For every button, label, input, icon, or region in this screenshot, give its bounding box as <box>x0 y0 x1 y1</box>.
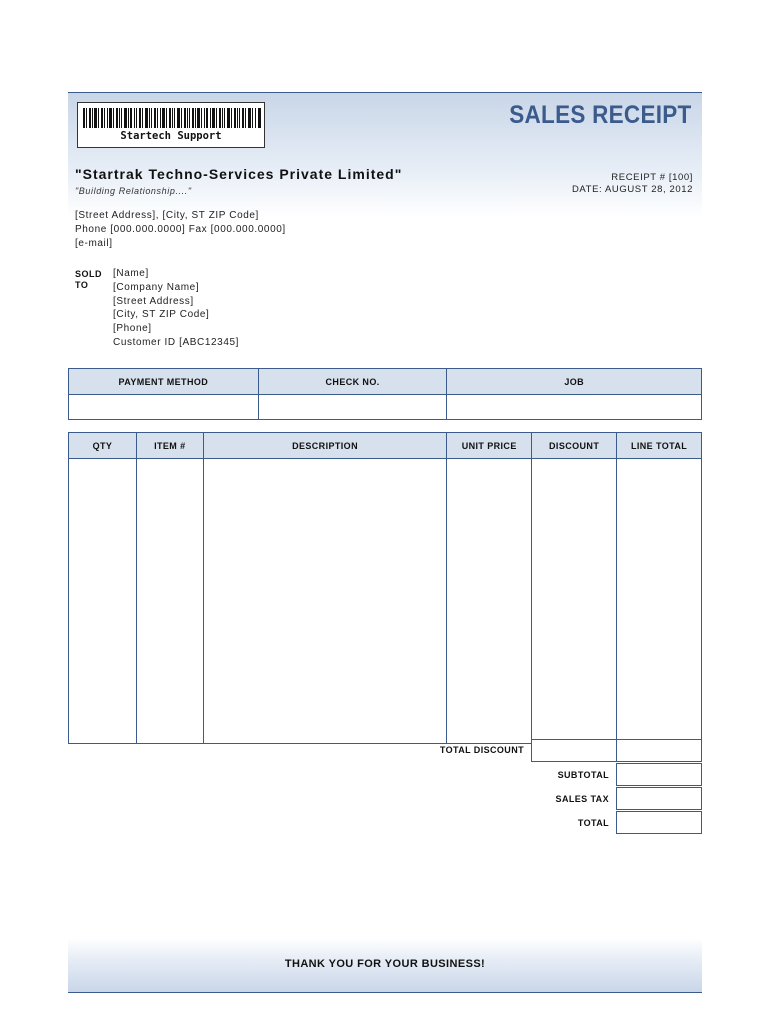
total-discount-row <box>68 739 702 763</box>
table-row <box>69 395 702 420</box>
to-label-line: TO <box>75 280 89 290</box>
sold-label-line: SOLD <box>75 269 103 279</box>
address-line: [Street Address], [City, ST ZIP Code] <box>75 210 259 221</box>
footer-band <box>68 938 702 993</box>
customer-id: Customer ID [ABC12345] <box>113 336 240 348</box>
customer-city: [City, ST ZIP Code] <box>113 309 210 321</box>
header-description: DESCRIPTION <box>203 433 447 459</box>
check-no-cell[interactable] <box>258 395 447 420</box>
receipt-page <box>68 92 702 992</box>
unit-price-column[interactable] <box>447 459 532 744</box>
items-table <box>68 432 702 744</box>
header-check-no: CHECK NO. <box>258 369 447 395</box>
total-discount-line-box[interactable] <box>616 739 702 762</box>
total-box[interactable] <box>616 811 702 834</box>
subtotal-box[interactable] <box>616 763 702 786</box>
header-discount: DISCOUNT <box>532 433 617 459</box>
line-total-column[interactable] <box>617 459 702 744</box>
phone-fax-line: Phone [000.000.0000] Fax [000.000.0000] <box>75 224 286 235</box>
company-address <box>75 209 286 251</box>
subtotal-row <box>68 763 702 787</box>
thank-you-message: THANK YOU FOR YOUR BUSINESS! <box>284 958 486 970</box>
company-logo <box>77 102 265 148</box>
customer-phone: [Phone] <box>113 323 152 335</box>
barcode-icon <box>83 108 261 128</box>
email-line: [e-mail] <box>75 238 113 249</box>
company-name: "Startrak Techno-Services Private Limited" <box>75 166 403 182</box>
receipt-info <box>572 172 693 196</box>
qty-column[interactable] <box>69 459 137 744</box>
header-payment-method: PAYMENT METHOD <box>69 369 259 395</box>
total-row <box>68 811 702 835</box>
customer-street: [Street Address] <box>113 295 194 307</box>
sales-tax-row <box>68 787 702 811</box>
total-discount-label: TOTAL DISCOUNT <box>439 745 524 755</box>
company-tagline: "Building Relationship...." <box>75 186 192 196</box>
header-qty: QTY <box>69 433 137 459</box>
customer-name: [Name] <box>113 268 149 279</box>
header-line-total: LINE TOTAL <box>617 433 702 459</box>
job-cell[interactable] <box>447 395 702 420</box>
description-column[interactable] <box>203 459 447 744</box>
header-band <box>68 92 702 218</box>
item-number-column[interactable] <box>136 459 203 744</box>
header-unit-price: UNIT PRICE <box>447 433 532 459</box>
sold-to-label <box>75 269 102 291</box>
payment-method-cell[interactable] <box>69 395 259 420</box>
sales-tax-box[interactable] <box>616 787 702 810</box>
total-discount-box[interactable] <box>531 739 617 762</box>
customer-company: [Company Name] <box>113 281 200 293</box>
payment-table <box>68 368 702 420</box>
receipt-date: DATE: AUGUST 28, 2012 <box>571 184 693 195</box>
logo-text: Startech Support <box>120 130 222 142</box>
discount-column[interactable] <box>532 459 617 744</box>
header-item-number: ITEM # <box>136 433 203 459</box>
sales-tax-label: SALES TAX <box>555 794 609 804</box>
table-header-row <box>69 433 702 459</box>
header-job: JOB <box>447 369 702 395</box>
document-title: SALES RECEIPT <box>509 101 692 129</box>
table-row <box>69 459 702 744</box>
sold-to-block <box>113 267 239 350</box>
totals-section <box>68 739 702 835</box>
table-header-row <box>69 369 702 395</box>
subtotal-label: SUBTOTAL <box>557 770 609 780</box>
receipt-number: RECEIPT # [100] <box>611 172 693 183</box>
total-label: TOTAL <box>577 818 609 828</box>
